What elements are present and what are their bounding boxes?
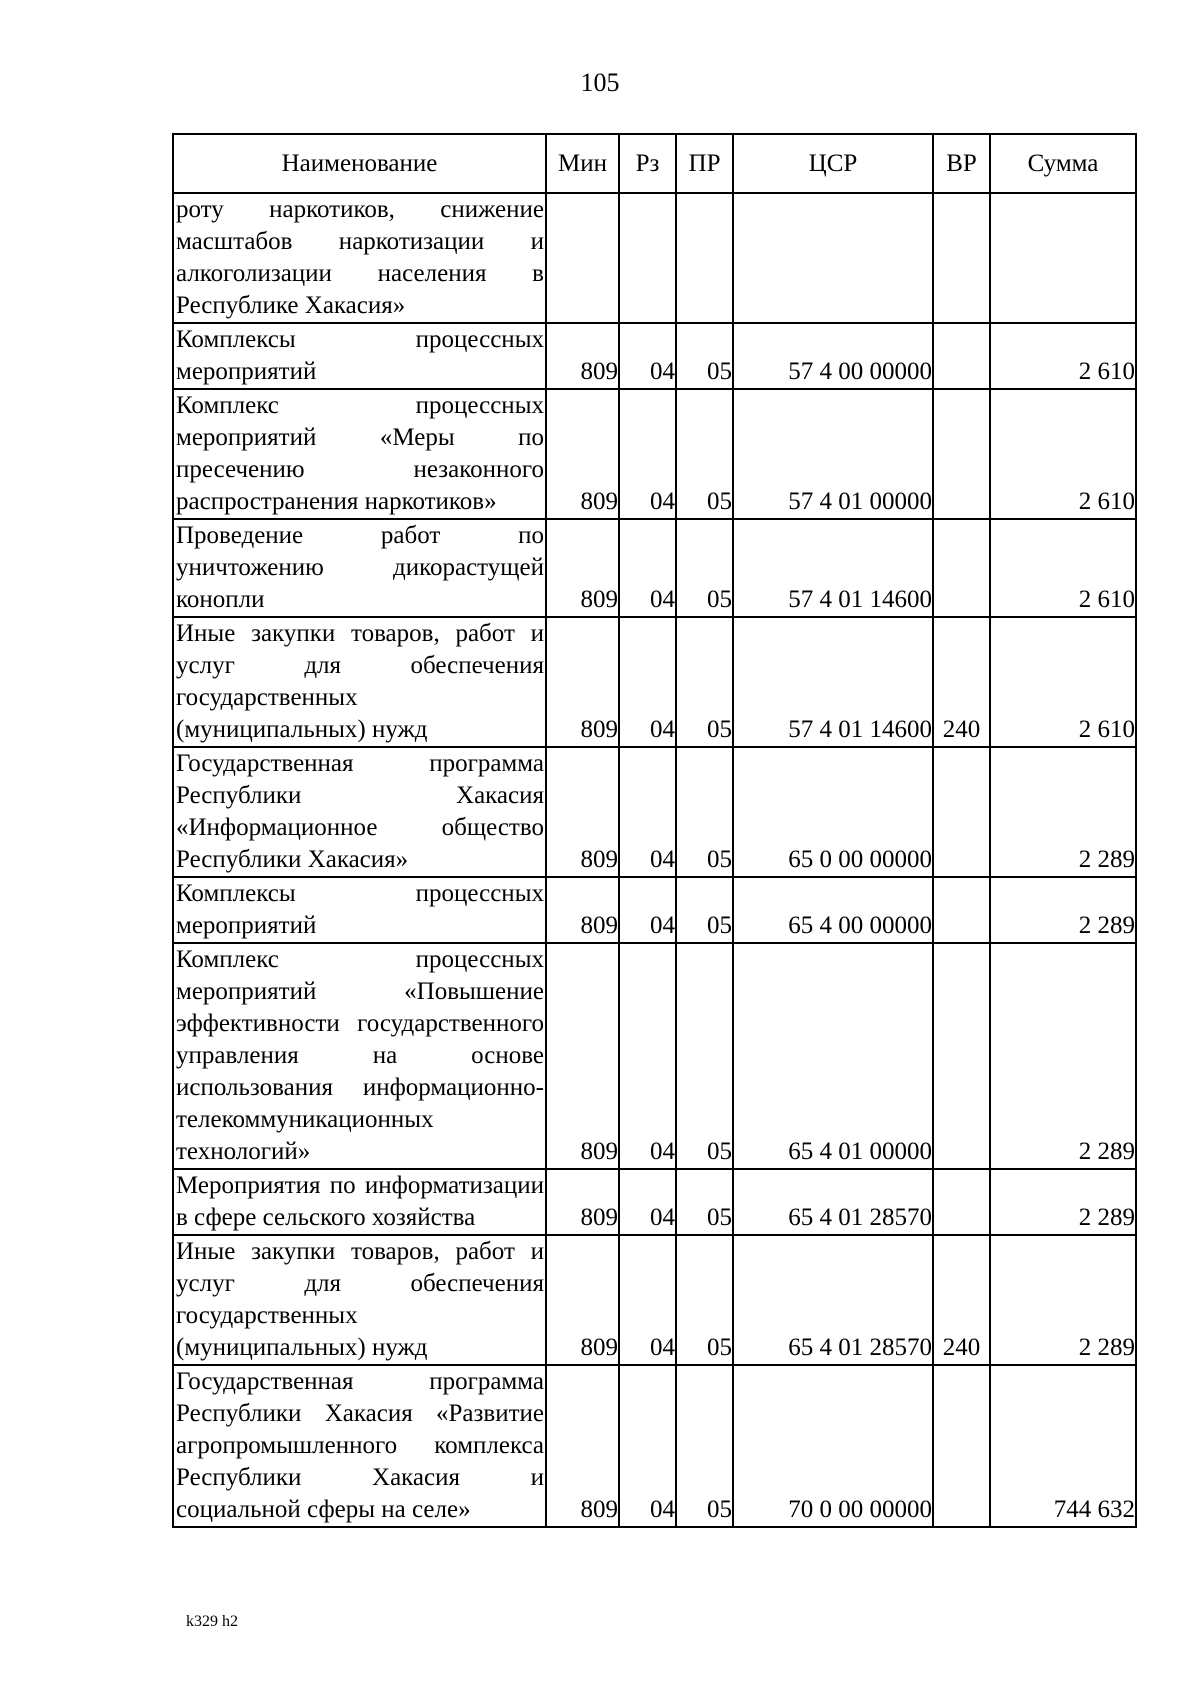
row-name: Комплекс процессных мероприятий «Повышение эффективности государственного управления на основе использования информационно-телекоммуникационных технологий» bbox=[173, 943, 546, 1169]
page-number: 105 bbox=[580, 68, 620, 97]
row-name: Комплексы процессных мероприятий bbox=[173, 323, 546, 389]
header-csr: ЦСР bbox=[733, 134, 933, 193]
row-name: Государственная программа Республики Хакасия «Развитие агропромышленного комплекса Республики Хакасия и социальной сферы на селе» bbox=[173, 1365, 546, 1527]
row-sum: 2 610 bbox=[990, 617, 1136, 747]
table-row bbox=[173, 193, 1136, 323]
row-name: Иные закупки товаров, работ и услуг для обеспечения государственных (муниципальных) нужд bbox=[173, 1235, 546, 1365]
row-csr: 57 4 00 00000 bbox=[733, 323, 933, 389]
row-sum: 2 289 bbox=[990, 1235, 1136, 1365]
header-name: Наименование bbox=[173, 134, 546, 193]
table-row bbox=[173, 747, 1136, 877]
row-rz: 04 bbox=[619, 389, 676, 519]
row-name: Иные закупки товаров, работ и услуг для обеспечения государственных (муниципальных) нужд bbox=[173, 617, 546, 747]
row-min: 809 bbox=[546, 943, 619, 1169]
row-sum: 2 289 bbox=[990, 1169, 1136, 1235]
row-rz: 04 bbox=[619, 1169, 676, 1235]
row-rz: 04 bbox=[619, 1365, 676, 1527]
row-csr: 65 4 01 28570 bbox=[733, 1235, 933, 1365]
document-code: k329 h2 bbox=[186, 1613, 238, 1630]
row-sum: 2 610 bbox=[990, 323, 1136, 389]
row-min: 809 bbox=[546, 389, 619, 519]
row-vr bbox=[933, 1169, 990, 1235]
row-sum bbox=[990, 193, 1136, 323]
row-sum: 2 289 bbox=[990, 943, 1136, 1169]
table-row bbox=[173, 617, 1136, 747]
row-csr: 65 4 01 28570 bbox=[733, 1169, 933, 1235]
row-rz bbox=[619, 193, 676, 323]
header-rz: Рз bbox=[619, 134, 676, 193]
row-csr: 70 0 00 00000 bbox=[733, 1365, 933, 1527]
row-pr bbox=[676, 193, 733, 323]
row-rz: 04 bbox=[619, 519, 676, 617]
header-sum: Сумма bbox=[990, 134, 1136, 193]
row-pr: 05 bbox=[676, 1235, 733, 1365]
row-pr: 05 bbox=[676, 617, 733, 747]
row-min bbox=[546, 193, 619, 323]
row-pr: 05 bbox=[676, 1169, 733, 1235]
table-row bbox=[173, 389, 1136, 519]
row-pr: 05 bbox=[676, 519, 733, 617]
row-rz: 04 bbox=[619, 323, 676, 389]
row-pr: 05 bbox=[676, 1365, 733, 1527]
row-vr: 240 bbox=[933, 617, 990, 747]
budget-table bbox=[172, 133, 1137, 1528]
header-vr: ВР bbox=[933, 134, 990, 193]
row-rz: 04 bbox=[619, 747, 676, 877]
row-rz: 04 bbox=[619, 617, 676, 747]
row-sum: 744 632 bbox=[990, 1365, 1136, 1527]
row-vr: 240 bbox=[933, 1235, 990, 1365]
table-row bbox=[173, 1235, 1136, 1365]
row-csr bbox=[733, 193, 933, 323]
row-vr bbox=[933, 389, 990, 519]
table-row bbox=[173, 877, 1136, 943]
row-name: роту наркотиков, снижение масштабов наркотизации и алкоголизации населения в Республике Хакасия» bbox=[173, 193, 546, 323]
row-sum: 2 289 bbox=[990, 747, 1136, 877]
row-pr: 05 bbox=[676, 747, 733, 877]
row-sum: 2 289 bbox=[990, 877, 1136, 943]
row-min: 809 bbox=[546, 1235, 619, 1365]
row-vr bbox=[933, 747, 990, 877]
table-header-row bbox=[173, 134, 1136, 193]
row-name: Государственная программа Республики Хакасия «Информационное общество Республики Хакасия» bbox=[173, 747, 546, 877]
row-rz: 04 bbox=[619, 877, 676, 943]
row-pr: 05 bbox=[676, 389, 733, 519]
row-csr: 57 4 01 00000 bbox=[733, 389, 933, 519]
row-pr: 05 bbox=[676, 877, 733, 943]
row-min: 809 bbox=[546, 1365, 619, 1527]
row-vr bbox=[933, 519, 990, 617]
row-rz: 04 bbox=[619, 943, 676, 1169]
row-min: 809 bbox=[546, 747, 619, 877]
row-name: Комплекс процессных мероприятий «Меры по пресечению незаконного распространения наркотиков» bbox=[173, 389, 546, 519]
row-rz: 04 bbox=[619, 1235, 676, 1365]
row-name: Комплексы процессных мероприятий bbox=[173, 877, 546, 943]
table-row bbox=[173, 323, 1136, 389]
row-min: 809 bbox=[546, 617, 619, 747]
row-csr: 65 4 00 00000 bbox=[733, 877, 933, 943]
row-csr: 65 0 00 00000 bbox=[733, 747, 933, 877]
row-vr bbox=[933, 1365, 990, 1527]
row-sum: 2 610 bbox=[990, 519, 1136, 617]
row-vr bbox=[933, 877, 990, 943]
row-min: 809 bbox=[546, 877, 619, 943]
row-vr bbox=[933, 193, 990, 323]
row-csr: 57 4 01 14600 bbox=[733, 519, 933, 617]
row-csr: 65 4 01 00000 bbox=[733, 943, 933, 1169]
table-row bbox=[173, 943, 1136, 1169]
row-name: Мероприятия по информатизации в сфере сельского хозяйства bbox=[173, 1169, 546, 1235]
table-row bbox=[173, 519, 1136, 617]
row-csr: 57 4 01 14600 bbox=[733, 617, 933, 747]
row-sum: 2 610 bbox=[990, 389, 1136, 519]
row-name: Проведение работ по уничтожению дикорастущей конопли bbox=[173, 519, 546, 617]
row-min: 809 bbox=[546, 519, 619, 617]
table-row bbox=[173, 1169, 1136, 1235]
row-pr: 05 bbox=[676, 943, 733, 1169]
header-pr: ПР bbox=[676, 134, 733, 193]
row-vr bbox=[933, 943, 990, 1169]
row-min: 809 bbox=[546, 323, 619, 389]
row-min: 809 bbox=[546, 1169, 619, 1235]
row-vr bbox=[933, 323, 990, 389]
table-row bbox=[173, 1365, 1136, 1527]
header-min: Мин bbox=[546, 134, 619, 193]
row-pr: 05 bbox=[676, 323, 733, 389]
